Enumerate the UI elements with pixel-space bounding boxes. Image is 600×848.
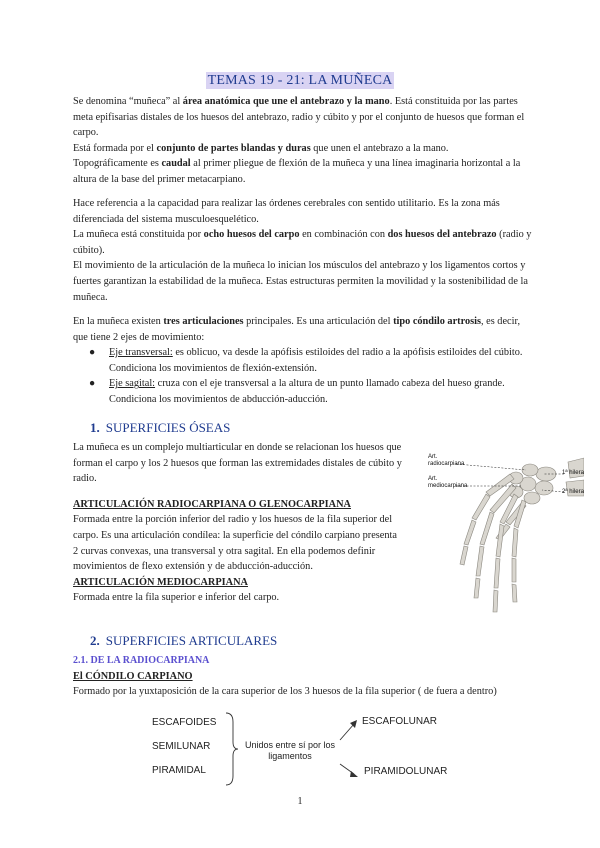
list-item: ● Eje sagital: cruza con el eje transversal a la altura de un punto llamado cabeza del hueso grande. Condiciona los movimientos de abducción-aducción. [89,378,505,405]
function-section [73,196,535,305]
axes-list [89,345,535,407]
section-2-heading: 2. SUPERFICIES ARTICULARES [90,633,278,648]
midcarpal-heading: ARTICULACIÓN MEDIOCARPIANA [73,576,248,588]
figure-label-radiocarpal: Art. radiocarpiana [428,454,465,467]
joints-section [73,314,535,408]
ligament-scapholunate: ESCAFOLUNAR [362,716,438,727]
bone-scafoid: ESCAFOIDES [152,717,217,728]
intro-paragraph-2: Está formada por el conjunto de partes blandas y duras que unen el antebrazo a la mano. [73,142,449,154]
page-number: 1 [297,796,303,807]
figure-label-midcarpal: Art. mediocarpiana [428,476,468,489]
figure-label-second-row: 2ª hilera [562,489,584,495]
condyle-text: Formado por la yuxtaposición de la cara superior de los 3 huesos de la fila superior ( de fuera a dentro) [73,686,497,698]
diagram-middle-text: Unidos entre sí por los ligamentos [244,740,336,761]
list-item: ● Eje transversal: es oblicuo, va desde la apófisis estiloides del radio a la apófisis estiloides del cúbito. Condiciona los movimientos de flexión-extensión. [89,347,523,374]
section-2-body [73,653,535,700]
figure-label-first-row: 1ª hilera [562,470,584,476]
joints-paragraph: En la muñeca existen tres articulaciones principales. Es una articulación del tipo cóndilo artrosis, es decir, que tiene 2 ejes de movimiento: [73,316,521,343]
radiocarpal-heading: ARTICULACIÓN RADIOCARPIANA O GLENOCARPIANA [73,498,351,510]
subsection-heading: 2.1. DE LA RADIOCARPIANA [73,655,210,666]
midcarpal-text: Formada entre la fila superior e inferior del carpo. [73,592,280,604]
intro-section [73,94,535,188]
intro-paragraph-3: Topográficamente es caudal al primer pliegue de flexión de la muñeca y una línea imaginaria horizontal a la altura de la base del primer metacarpiano. [73,158,521,185]
section-1-body [73,440,403,606]
hand-skeleton-figure [418,452,584,624]
radiocarpal-text: Formada entre la porción inferior del radio y los huesos de la fila superior del carpo. Es una articulación condílea: la superficie del cóndilo carpiano presenta 2 curvas convexas, una transversal y otra sagital. En ella podemos definir movimientos de flexo extensión y de abducción-aducción. [73,514,397,573]
function-paragraph-3: El movimiento de la articulación de la muñeca lo inician los músculos del antebrazo y los ligamentos cortos y fuertes garantizan la estabilidad de la muñeca. Estas estructuras permiten la movilidad y la sostenibilidad de la muñeca. [73,260,528,303]
intro-paragraph-1: Se denomina “muñeca” al área anatómica que une el antebrazo y la mano. Está constituida por las partes meta epifisarias distales de los huesos del antebrazo, radio y cúbito y por el conjunto de huesos que forman el carpo. [73,96,525,139]
bone-triquetrum: PIRAMIDAL [152,765,206,776]
condyle-heading: El CÓNDILO CARPIANO [73,670,193,682]
function-paragraph-1: Hace referencia a la capacidad para realizar las órdenes cerebrales con sentido utilitario. Es la zona más diferenciada del sistema musculoesquelético. [73,198,500,225]
section-1-heading: 1. SUPERFICIES ÓSEAS [90,420,231,435]
bone-lunate: SEMILUNAR [152,741,211,752]
ligament-lunotriquetral: PIRAMIDOLUNAR [364,766,448,777]
section-1-intro: La muñeca es un complejo multiarticular en donde se relacionan los huesos que forman el carpo y los 2 huesos que forman las extremidades distales de cúbito y radio. [73,442,402,485]
function-paragraph-2: La muñeca está constituida por ocho huesos del carpo en combinación con dos huesos del antebrazo (radio y cúbito). [73,229,532,256]
page-title: TEMAS 19 - 21: LA MUÑECA [207,73,393,88]
